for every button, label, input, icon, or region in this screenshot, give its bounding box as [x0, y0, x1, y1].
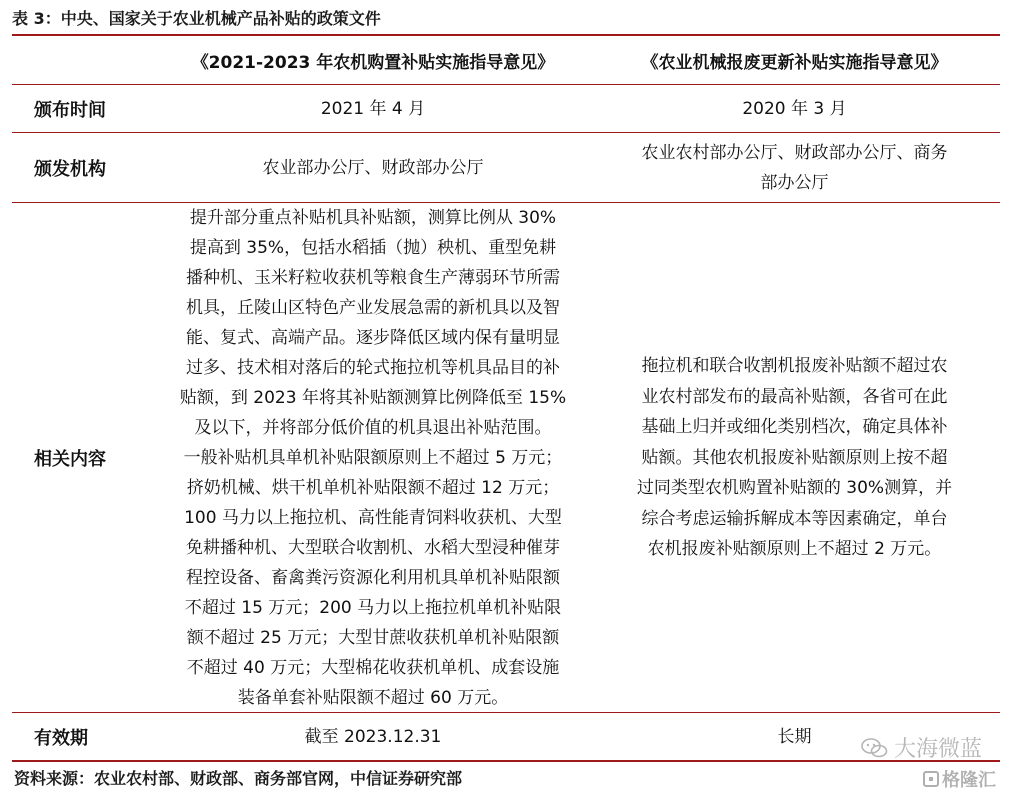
wechat-icon	[860, 737, 888, 759]
issue-time-scrapping: 2020 年 3 月	[742, 98, 847, 119]
content-purchase: 提升部分重点补贴机具补贴额，测算比例从 30% 提高到 35%，包括水稻插（抛）秧机、重型免耕 播种机、玉米籽粒收获机等粮食生产薄弱环节所需 机具，丘陵山区特色产业发展急需的新机具以及智 能、复式、高端产品。逐步降低区域内保有量明显 过多、技术相对落后的轮式拖拉机等机具品目的补 贴额，到 2023 年将其补贴额测算比例降低至 15% 及以下，并将部分低价值的机具退出补贴范围。 一般补贴机具单机补贴限额原则上不超过 5 万元； 挤奶机械、烘干机单机补贴限额不超过 12 万元； 100 马力以上拖拉机、高性能青饲料收获机、大型 免耕播种机、大型联合收割机、水稻大型浸种催芽 程控设备、畜禽粪污资源化利用机具单机补贴限额 不超过 15 万元；200 马力以上拖拉机单机补贴限 额不超过 25 万元；大型甘蔗收获机单机补贴限额 不超过 40 万元；大型棉花收获机单机、成套设施 装备单套补贴限额不超过 60 万元。	[179, 208, 567, 708]
validity-purchase: 截至 2023.12.31	[304, 726, 442, 747]
source-divider	[12, 760, 1000, 762]
row-label-issue-time: 颁布时间	[34, 100, 106, 121]
watermark-text: 大海微蓝	[893, 737, 982, 762]
header-empty-cell	[12, 36, 157, 84]
header-scrapping-subsidy: 《农业机械报废更新补贴实施指导意见》	[641, 52, 948, 73]
row-label-issuer: 颁发机构	[34, 159, 106, 180]
issue-time-purchase: 2021 年 4 月	[320, 98, 426, 119]
issuer-scrapping: 农业农村部办公厅、财政部办公厅、商务 部办公厅	[641, 142, 948, 193]
table-row-validity	[12, 712, 1000, 761]
validity-scrapping: 长期	[777, 726, 812, 747]
watermark-gelonghui	[923, 766, 996, 792]
row-label-content: 相关内容	[34, 449, 106, 470]
table-row-content	[12, 202, 1000, 713]
table-header-row	[12, 36, 1000, 84]
gelonghui-logo-icon	[923, 771, 939, 787]
source-note: 资料来源：农业农村部、财政部、商务部官网，中信证券研究部	[14, 769, 463, 788]
watermark-wechat	[860, 732, 982, 763]
row-label-validity: 有效期	[34, 728, 88, 749]
content-scrapping: 拖拉机和联合收割机报废补贴额不超过农 业农村部发布的最高补贴额，各省可在此 基础上归并或细化类别档次，确定具体补 贴额。其他农机报废补贴额原则上按不超 过同类型农机购置补贴额的 30%测算，并 综合考虑运输拆解成本等因素确定，单台 农机报废补贴额原则上不超过 2 万元。	[636, 356, 953, 560]
table-row-issue-time	[12, 84, 1000, 133]
watermark-text-2: 格隆汇	[942, 770, 996, 791]
issuer-purchase: 农业部办公厅、财政部办公厅	[262, 157, 484, 178]
table-row-issuer	[12, 132, 1000, 203]
header-purchase-subsidy: 《2021-2023 年农机购置补贴实施指导意见》	[191, 52, 555, 73]
table-caption: 表 3：中央、国家关于农业机械产品补贴的政策文件	[12, 9, 381, 28]
